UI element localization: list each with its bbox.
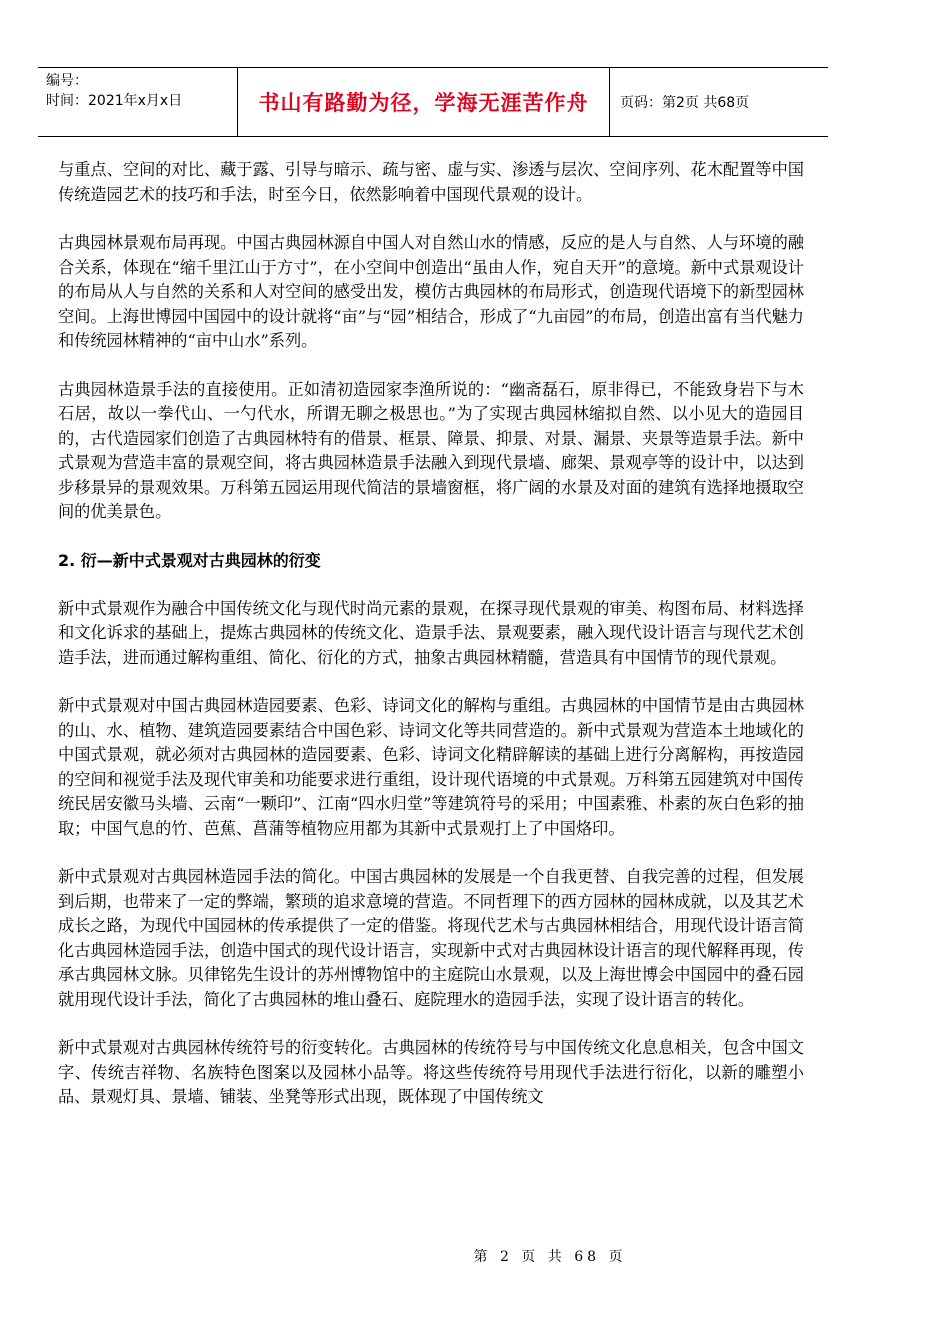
header-meta — [38, 68, 238, 136]
page-header — [38, 67, 828, 137]
body-paragraph: 新中式景观作为融合中国传统文化与现代时尚元素的景观，在探寻现代景观的审美、构图布局、材料选择和文化诉求的基础上，提炼古典园林的传统文化、造景手法、景观要素，融入现代设计语言与现代艺术创造手法，进而通过解构重组、简化、衍化的方式，抽象古典园林精髓，营造具有中国情节的现代景观。 — [58, 598, 804, 667]
page-footer — [0, 1246, 950, 1266]
body-paragraph: 古典园林造景手法的直接使用。正如清初造园家李渔所说的：“幽斋磊石，原非得已，不能致身岩下与木石居，故以一拳代山、一勺代水，所谓无聊之极思也。”为了实现古典园林缩拟自然、以小见大的造园目的，古代造园家们创造了古典园林特有的借景、框景、障景、抑景、对景、漏景、夹景等造景手法。新中式景观为营造丰富的景观空间，将古典园林造景手法融入到现代景墙、廊架、景观亭等的设计中，以达到步移景异的景观效果。万科第五园运用现代简洁的景墙窗框，将广阔的水景及对面的建筑有选择地摄取空间的优美景色。 — [58, 379, 804, 521]
header-page-info: 页码：第2页 共68页 — [620, 95, 750, 111]
body-paragraph: 新中式景观对古典园林造园手法的简化。中国古典园林的发展是一个自我更替、自我完善的过程，但发展到后期，也带来了一定的弊端，繁琐的追求意境的营造。不同哲理下的西方园林的园林成就，以及其艺术成长之路，为现代中国园林的传承提供了一定的借鉴。将现代艺术与古典园林相结合，用现代设计语言简化古典园林造园手法，创造中国式的现代设计语言，实现新中式对古典园林设计语言的现代解释再现，传承古典园林文脉。贝律铭先生设计的苏州博物馆中的主庭院山水景观，以及上海世博会中国园中的叠石园就用现代设计手法，简化了古典园林的堆山叠石、庭院理水的造园手法，实现了设计语言的转化。 — [58, 867, 804, 1009]
document-number-label: 编号： — [46, 73, 88, 89]
body-paragraph: 与重点、空间的对比、藏于露、引导与暗示、疏与密、虚与实、渗透与层次、空间序列、花木配置等中国传统造园艺术的技巧和手法，时至今日，依然影响着中国现代景观的设计。 — [58, 160, 804, 204]
footer-page-number: 第 2 页 共 68 页 — [473, 1249, 627, 1265]
header-motto: 书山有路勤为径，学海无涯苦作舟 — [238, 68, 610, 136]
body-paragraph: 新中式景观对古典园林传统符号的衍变转化。古典园林的传统符号与中国传统文化息息相关，包含中国文字、传统吉祥物、名族特色图案以及园林小品等。将这些传统符号用现代手法进行衍化，以新的雕塑小品、景观灯具、景墙、铺装、坐凳等形式出现，既体现了中国传统文 — [58, 1038, 804, 1106]
document-body — [58, 158, 804, 1134]
document-time-label: 时间：2021年x月x日 — [46, 93, 183, 109]
body-paragraph: 古典园林景观布局再现。中国古典园林源自中国人对自然山水的情感，反应的是人与自然、人与环境的融合关系，体现在“缩千里江山于方寸”，在小空间中创造出“虽由人作，宛自天开”的意境。新中式景观设计的布局从人与自然的关系和人对空间的感受出发，模仿古典园林的布局形式，创造现代语境下的新型园林空间。上海世博园中国园中的设计就将“亩”与“园”相结合，形成了“九亩园”的布局，创造出富有当代魅力和传统园林精神的“亩中山水”系列。 — [58, 233, 804, 350]
section-heading: 2. 衍—新中式景观对古典园林的衍变 — [58, 550, 321, 570]
body-paragraph: 新中式景观对中国古典园林造园要素、色彩、诗词文化的解构与重组。古典园林的中国情节是由古典园林的山、水、植物、建筑造园要素结合中国色彩、诗词文化等共同营造的。新中式景观为营造本土地域化的中国式景观，就必须对古典园林的造园要素、色彩、诗词文化精辟解读的基础上进行分离解构，再按造园的空间和视觉手法及现代审美和功能要求进行重组，设计现代语境的中式景观。万科第五园建筑对中国传统民居安徽马头墙、云南“一颗印”、江南“四水归堂”等建筑符号的采用；中国素雅、朴素的灰白色彩的抽取；中国气息的竹、芭蕉、菖蒲等植物应用都为其新中式景观打上了中国烙印。 — [58, 696, 804, 838]
